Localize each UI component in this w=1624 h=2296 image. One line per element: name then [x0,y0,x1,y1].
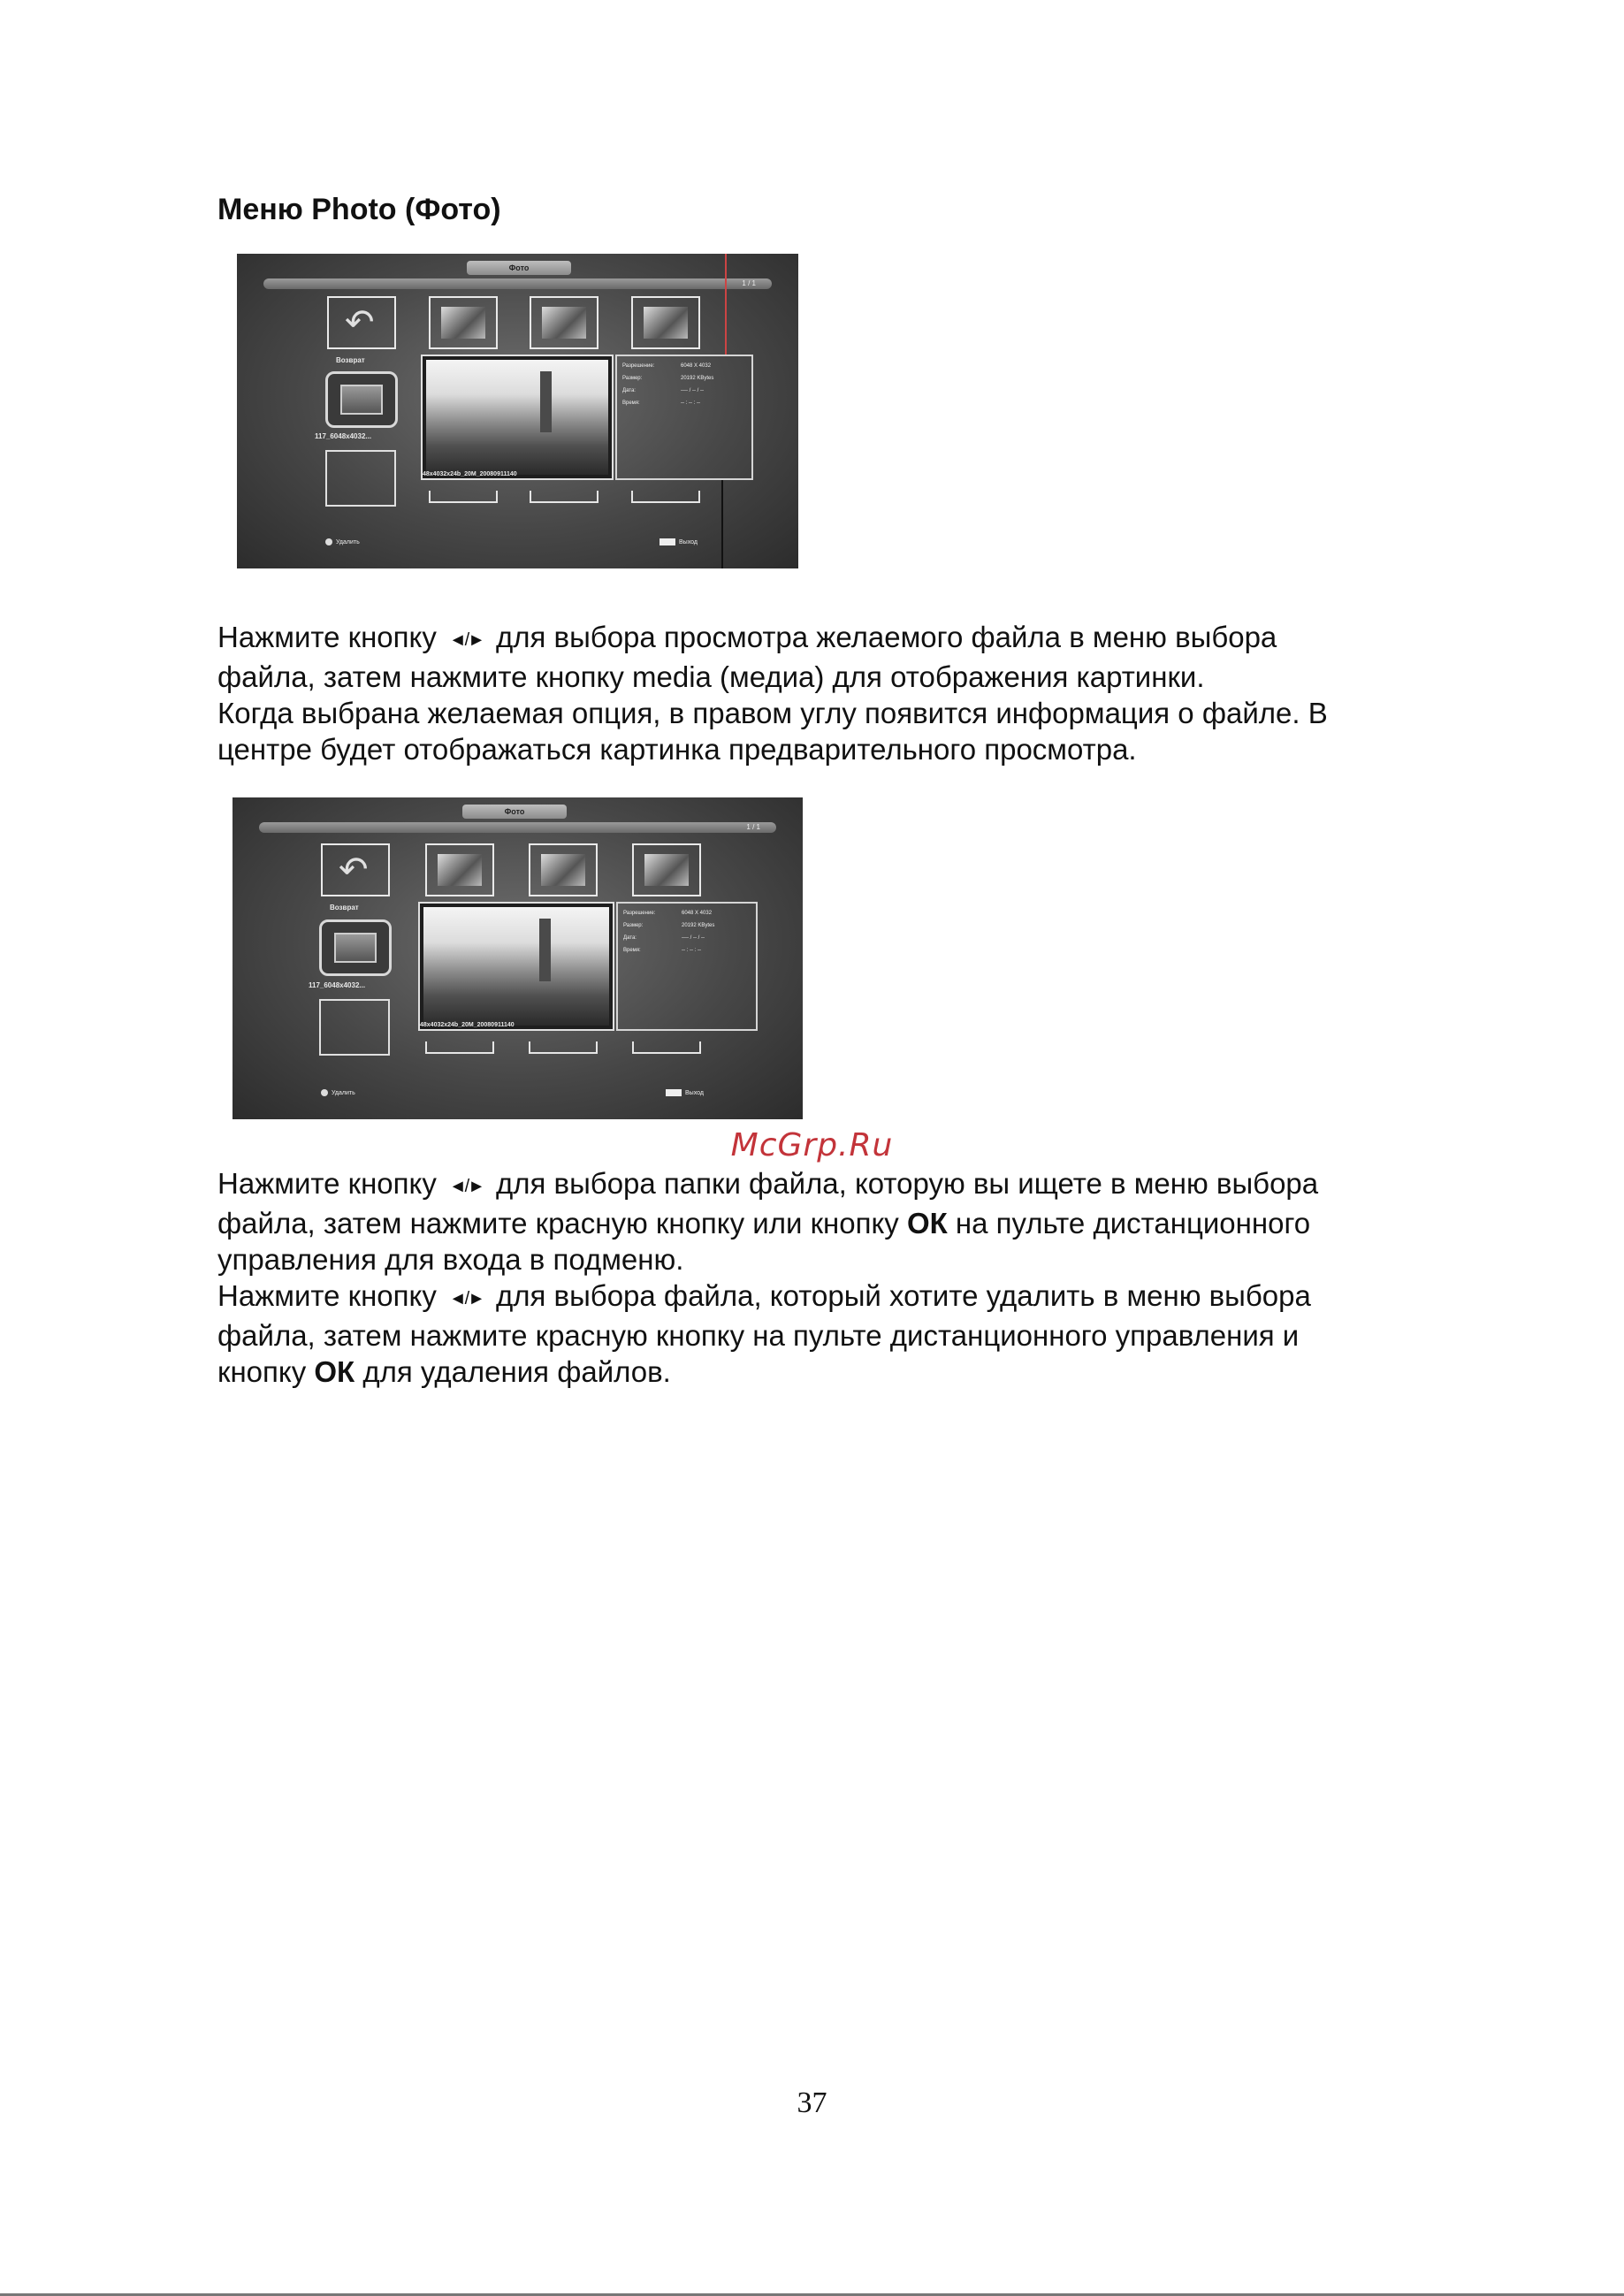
text-run: Нажмите кнопку [217,1279,437,1312]
info-value: -- : -- : -- [681,400,700,406]
screen-path-bar [259,822,776,833]
file-info-panel [616,902,758,1031]
text-run: кнопку [217,1355,307,1388]
red-button-icon [321,1089,328,1096]
text-run: Нажмите кнопку [217,621,437,653]
photo-menu-screenshot-2 [233,797,803,1119]
selected-folder [319,919,392,976]
preview-image [421,355,614,480]
text-line: файла, затем нажмите красную кнопку на пульте дистанционного управления и [217,1319,1300,1352]
info-key: Размер: [622,376,643,381]
info-key: Время: [622,400,640,406]
empty-slot [429,491,498,503]
info-value: -- : -- : -- [682,948,701,953]
return-arrow-icon: ↶ [327,296,396,349]
folder-label: 117_6048x4032... [315,432,372,440]
info-key: Время: [623,948,641,953]
page-number: 37 [797,2086,827,2119]
empty-slot [530,491,599,503]
info-value: ---- / -- / -- [681,388,704,393]
info-key: Разрешение: [622,363,655,369]
info-value: 20192 KBytes [682,923,715,928]
exit-label: Выход [685,1089,704,1096]
info-key: Размер: [623,923,644,928]
left-right-arrows-icon: ◄/► [448,630,484,650]
photo-menu-screenshot-1 [237,254,798,568]
info-value: 6048 X 4032 [682,911,713,916]
empty-slot [631,491,700,503]
watermark: McGrp.Ru [730,1127,894,1163]
photo-thumbnail-icon [425,843,494,896]
preview-image [418,902,614,1031]
text-line: центре будет отображаться картинка предварительного просмотра. [217,733,1137,766]
delete-hint [325,538,360,545]
paragraph-1 [217,619,1437,767]
info-value: 20192 KBytes [681,376,714,381]
exit-hint [666,1089,704,1096]
selected-folder [325,371,398,428]
text-line: файла, затем нажмите кнопку media (медиа) для отображения картинки. [217,660,1205,693]
left-right-arrows-icon: ◄/► [448,1177,484,1196]
screen-title: Фото [467,261,571,275]
callout-line [721,480,723,568]
back-label: Возврат [336,356,365,364]
text-run: на пульте дистанционного [955,1207,1311,1240]
file-info-panel [615,355,753,480]
exit-label: Выход [679,538,698,545]
text-run: для выбора просмотра желаемого файла в меню выбора [496,621,1277,653]
red-button-icon [325,538,332,545]
photo-thumbnail-icon [631,296,700,349]
text-line: Когда выбрана желаемая опция, в правом углу появится информация о файле. В [217,697,1328,729]
exit-key-icon [660,538,675,545]
ok-key-text: ОК [906,1207,948,1240]
preview-caption: 48x4032x24b_20M_20080911140 [420,1022,515,1028]
info-value: ---- / -- / -- [682,935,705,941]
exit-hint [660,538,698,545]
delete-hint [321,1089,355,1096]
empty-slot [325,450,396,507]
text-run: для выбора файла, который хотите удалить в меню выбора [496,1279,1311,1312]
screen-count: 1 / 1 [746,823,760,831]
photo-thumbnail-icon [429,296,498,349]
info-value: 6048 X 4032 [681,363,712,369]
folder-label: 117_6048x4032... [309,981,366,989]
page-heading: Меню Photo (Фото) [217,193,501,226]
empty-slot [319,999,390,1056]
text-run: для удаления файлов. [362,1355,671,1388]
text-run: Нажмите кнопку [217,1167,437,1200]
empty-slot [425,1041,494,1054]
delete-label: Удалить [332,1089,355,1096]
screen-count: 1 / 1 [742,279,756,287]
photo-thumbnail-icon [530,296,599,349]
screen-path-bar [263,278,772,289]
info-key: Дата: [622,388,636,393]
screen-title: Фото [462,805,567,819]
empty-slot [632,1041,701,1054]
preview-caption: 48x4032x24b_20M_20080911140 [423,471,517,477]
text-line: управления для входа в подменю. [217,1243,684,1276]
ok-key-text: ОК [314,1355,355,1388]
photo-thumbnail-icon [529,843,598,896]
left-right-arrows-icon: ◄/► [448,1289,484,1308]
paragraph-2 [217,1165,1437,1390]
info-key: Разрешение: [623,911,656,916]
info-key: Дата: [623,935,637,941]
callout-line [725,254,727,355]
text-run: для выбора папки файла, которую вы ищете в меню выбора [496,1167,1319,1200]
back-label: Возврат [330,904,359,912]
return-arrow-icon: ↶ [321,843,390,896]
delete-label: Удалить [336,538,360,545]
photo-thumbnail-icon [632,843,701,896]
exit-key-icon [666,1089,682,1096]
text-run: файла, затем нажмите красную кнопку или кнопку [217,1207,899,1240]
empty-slot [529,1041,598,1054]
